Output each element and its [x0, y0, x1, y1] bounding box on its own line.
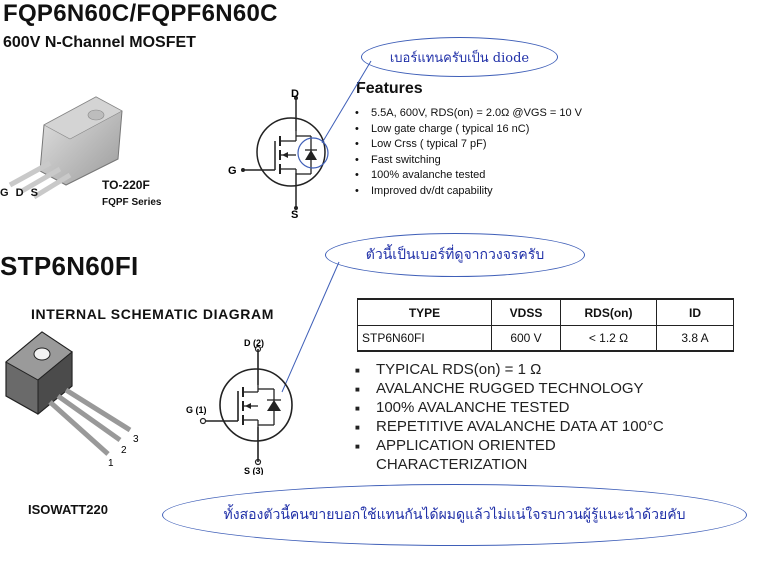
col-vdss-header: VDSS [492, 299, 561, 326]
part-b-features-list [355, 360, 664, 474]
list-item: • Low Crss ( typical 7 pF) [352, 137, 582, 153]
part-a-symbol-d: D [291, 88, 299, 100]
col-rds-header: RDS(on) [561, 299, 657, 326]
part-b-title: STP6N60FI [0, 251, 139, 281]
part-a-symbol-s: S [291, 209, 299, 218]
isowatt220-package-image [0, 322, 150, 472]
annotation-note-question: ทั้งสองตัวนี้คนขายบอกใช้แทนกันได้ผมดูแล้วไม่แน่ใจรบกวนผู้รู้แนะนำด้วยคับ [162, 484, 747, 546]
part-b-symbol-d: D (2) [244, 338, 264, 348]
pin-3-label: 3 [133, 434, 139, 445]
list-item: • 5.5A, 600V, RDS(on) = 2.0Ω @VGS = 10 V [352, 106, 582, 122]
list-item: • 100% avalanche tested [352, 168, 582, 184]
part-a-title: FQP6N60C/FQPF6N60C [3, 0, 278, 27]
annotation-note-diode: เบอร์แทนครับเป็น diode [361, 37, 558, 77]
part-a-features-title: Features [356, 80, 423, 97]
part-a-symbol-g: G [228, 165, 237, 177]
part-a-subtitle: 600V N-Channel MOSFET [3, 34, 196, 51]
part-b-schematic-title: INTERNAL SCHEMATIC DIAGRAM [31, 306, 274, 322]
part-a-package-series: FQPF Series [102, 197, 162, 208]
mosfet-symbol-b [184, 335, 304, 475]
part-b-package-label: ISOWATT220 [28, 502, 108, 517]
list-item: CHARACTERIZATION [376, 456, 528, 473]
part-b-symbol-g: G (1) [186, 405, 207, 415]
part-b-spec-table [357, 298, 734, 352]
list-item: • Fast switching [352, 153, 582, 169]
annotation-note-circuit: ตัวนี้เป็นเบอร์ที่ดูจากวงจรครับ [325, 233, 585, 277]
part-a-pin-labels: G D S [0, 187, 40, 199]
col-type-header: TYPE [358, 299, 492, 326]
table-header-row [358, 299, 734, 326]
list-item: ■ TYPICAL RDS(on) = 1 Ω [355, 360, 664, 379]
pin-1-label: 1 [108, 458, 114, 469]
list-item: ■ AVALANCHE RUGGED TECHNOLOGY [355, 379, 664, 398]
table-row [358, 326, 734, 352]
cell-rds: < 1.2 Ω [561, 326, 657, 352]
part-b-symbol-s: S (3) [244, 466, 264, 475]
cell-type: STP6N60FI [358, 326, 492, 352]
cell-vdss: 600 V [492, 326, 561, 352]
cell-id: 3.8 A [657, 326, 734, 352]
list-item: ■ APPLICATION ORIENTED [355, 436, 664, 455]
list-item: • Improved dv/dt capability [352, 184, 582, 200]
list-item: ■ REPETITIVE AVALANCHE DATA AT 100°C [355, 417, 664, 436]
list-item: ■ 100% AVALANCHE TESTED [355, 398, 664, 417]
pin-2-label: 2 [121, 445, 127, 456]
list-item: • Low gate charge ( typical 16 nC) [352, 122, 582, 138]
col-id-header: ID [657, 299, 734, 326]
part-a-package-label: TO-220F [102, 178, 150, 192]
